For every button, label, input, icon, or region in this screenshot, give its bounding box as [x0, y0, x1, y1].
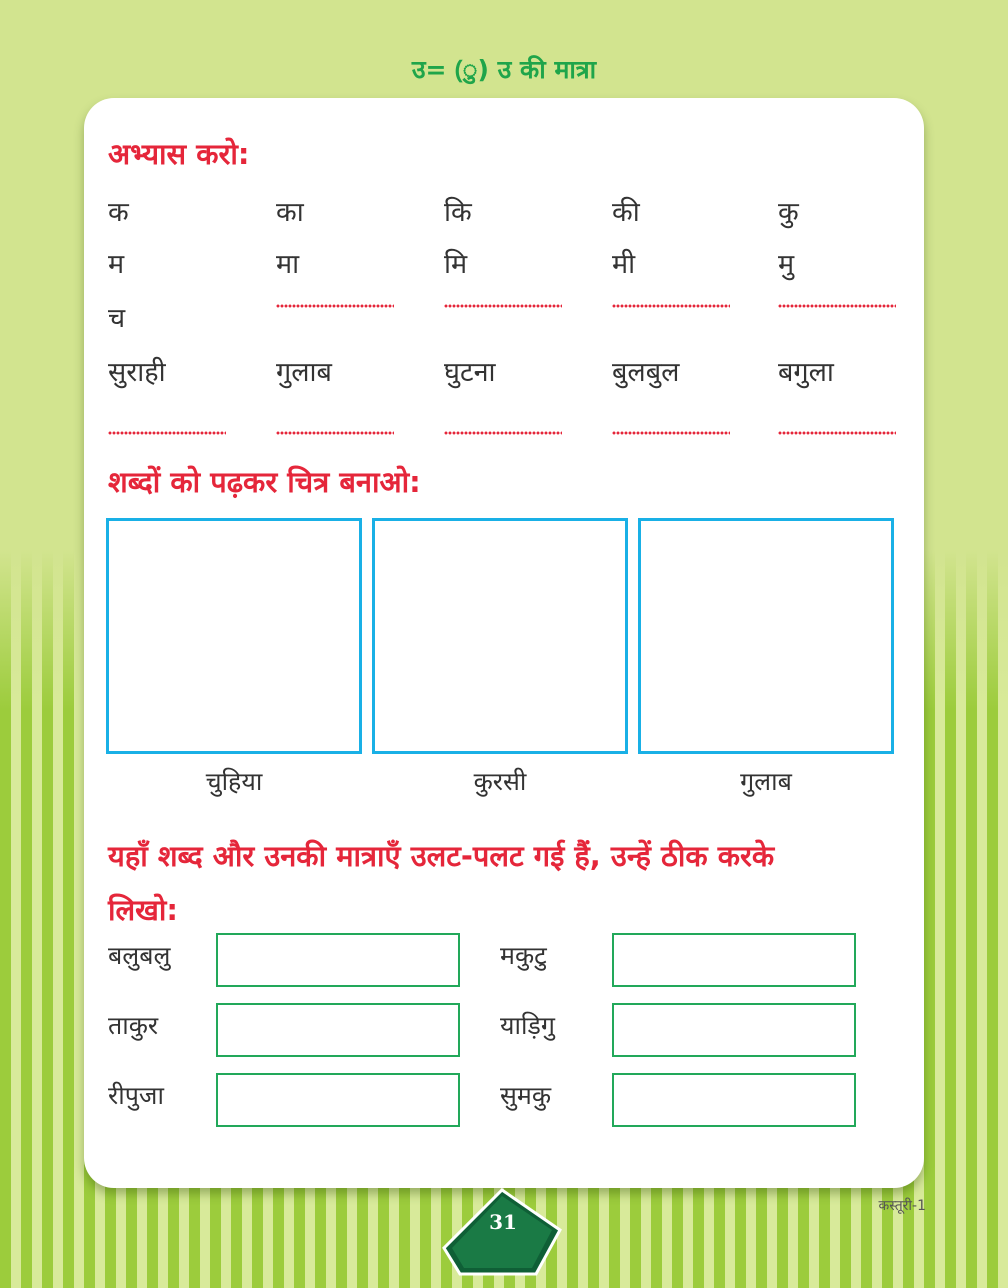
- unscramble-heading: यहाँ शब्द और उनकी मात्राएँ उलट-पलट गई हैं, उन्हें ठीक करके: [108, 839, 775, 873]
- answer-box[interactable]: [612, 1003, 856, 1057]
- jumbled-word: याड़िगु: [500, 1011, 555, 1040]
- practice-word: बगुला: [778, 357, 834, 388]
- practice-cell: का: [276, 197, 304, 228]
- practice-word: गुलाब: [276, 357, 332, 388]
- practice-cell: कि: [444, 197, 472, 228]
- practice-cell: मु: [778, 249, 795, 280]
- practice-cell: कु: [778, 197, 799, 228]
- answer-box[interactable]: [216, 933, 460, 987]
- write-line[interactable]: [108, 431, 226, 435]
- drawing-box[interactable]: [372, 518, 628, 754]
- practice-cell: मा: [276, 249, 300, 280]
- jumbled-word: मकुटु: [500, 941, 547, 970]
- write-line[interactable]: [444, 304, 562, 308]
- jumbled-word: बलुबलु: [108, 941, 171, 970]
- jumbled-word: रीपुजा: [108, 1081, 164, 1110]
- practice-cell: मी: [612, 249, 636, 280]
- drawing-caption: गुलाब: [740, 767, 792, 796]
- practice-cell: की: [612, 197, 640, 228]
- answer-box[interactable]: [216, 1003, 460, 1057]
- jumbled-word: ताकुर: [108, 1011, 159, 1040]
- drawing-box[interactable]: [638, 518, 894, 754]
- write-line[interactable]: [612, 304, 730, 308]
- draw-heading: शब्दों को पढ़कर चित्र बनाओ:: [108, 465, 421, 499]
- write-line[interactable]: [612, 431, 730, 435]
- answer-box[interactable]: [612, 933, 856, 987]
- page-number: 31: [489, 1210, 517, 1234]
- page-title: उ= (ु) उ की मात्रा: [411, 55, 597, 84]
- practice-word: घुटना: [444, 357, 496, 388]
- drawing-box[interactable]: [106, 518, 362, 754]
- practice-word: सुराही: [108, 357, 166, 388]
- write-line[interactable]: [778, 304, 896, 308]
- practice-cell: मि: [444, 249, 468, 280]
- write-line[interactable]: [276, 431, 394, 435]
- drawing-caption: चुहिया: [205, 767, 263, 796]
- drawing-caption: कुरसी: [473, 767, 527, 796]
- practice-cell: क: [108, 197, 129, 228]
- worksheet-card: [84, 98, 924, 1188]
- practice-heading: अभ्यास करो:: [108, 137, 250, 171]
- answer-box[interactable]: [216, 1073, 460, 1127]
- write-line[interactable]: [778, 431, 896, 435]
- jumbled-word: सुमकु: [500, 1081, 552, 1110]
- practice-word: बुलबुल: [612, 357, 680, 388]
- answer-box[interactable]: [612, 1073, 856, 1127]
- write-line[interactable]: [444, 431, 562, 435]
- book-name: कस्तूरी-1: [878, 1198, 926, 1214]
- write-line[interactable]: [276, 304, 394, 308]
- practice-cell: च: [108, 303, 126, 334]
- unscramble-heading-line2: लिखो:: [108, 893, 179, 927]
- practice-cell: म: [108, 249, 125, 280]
